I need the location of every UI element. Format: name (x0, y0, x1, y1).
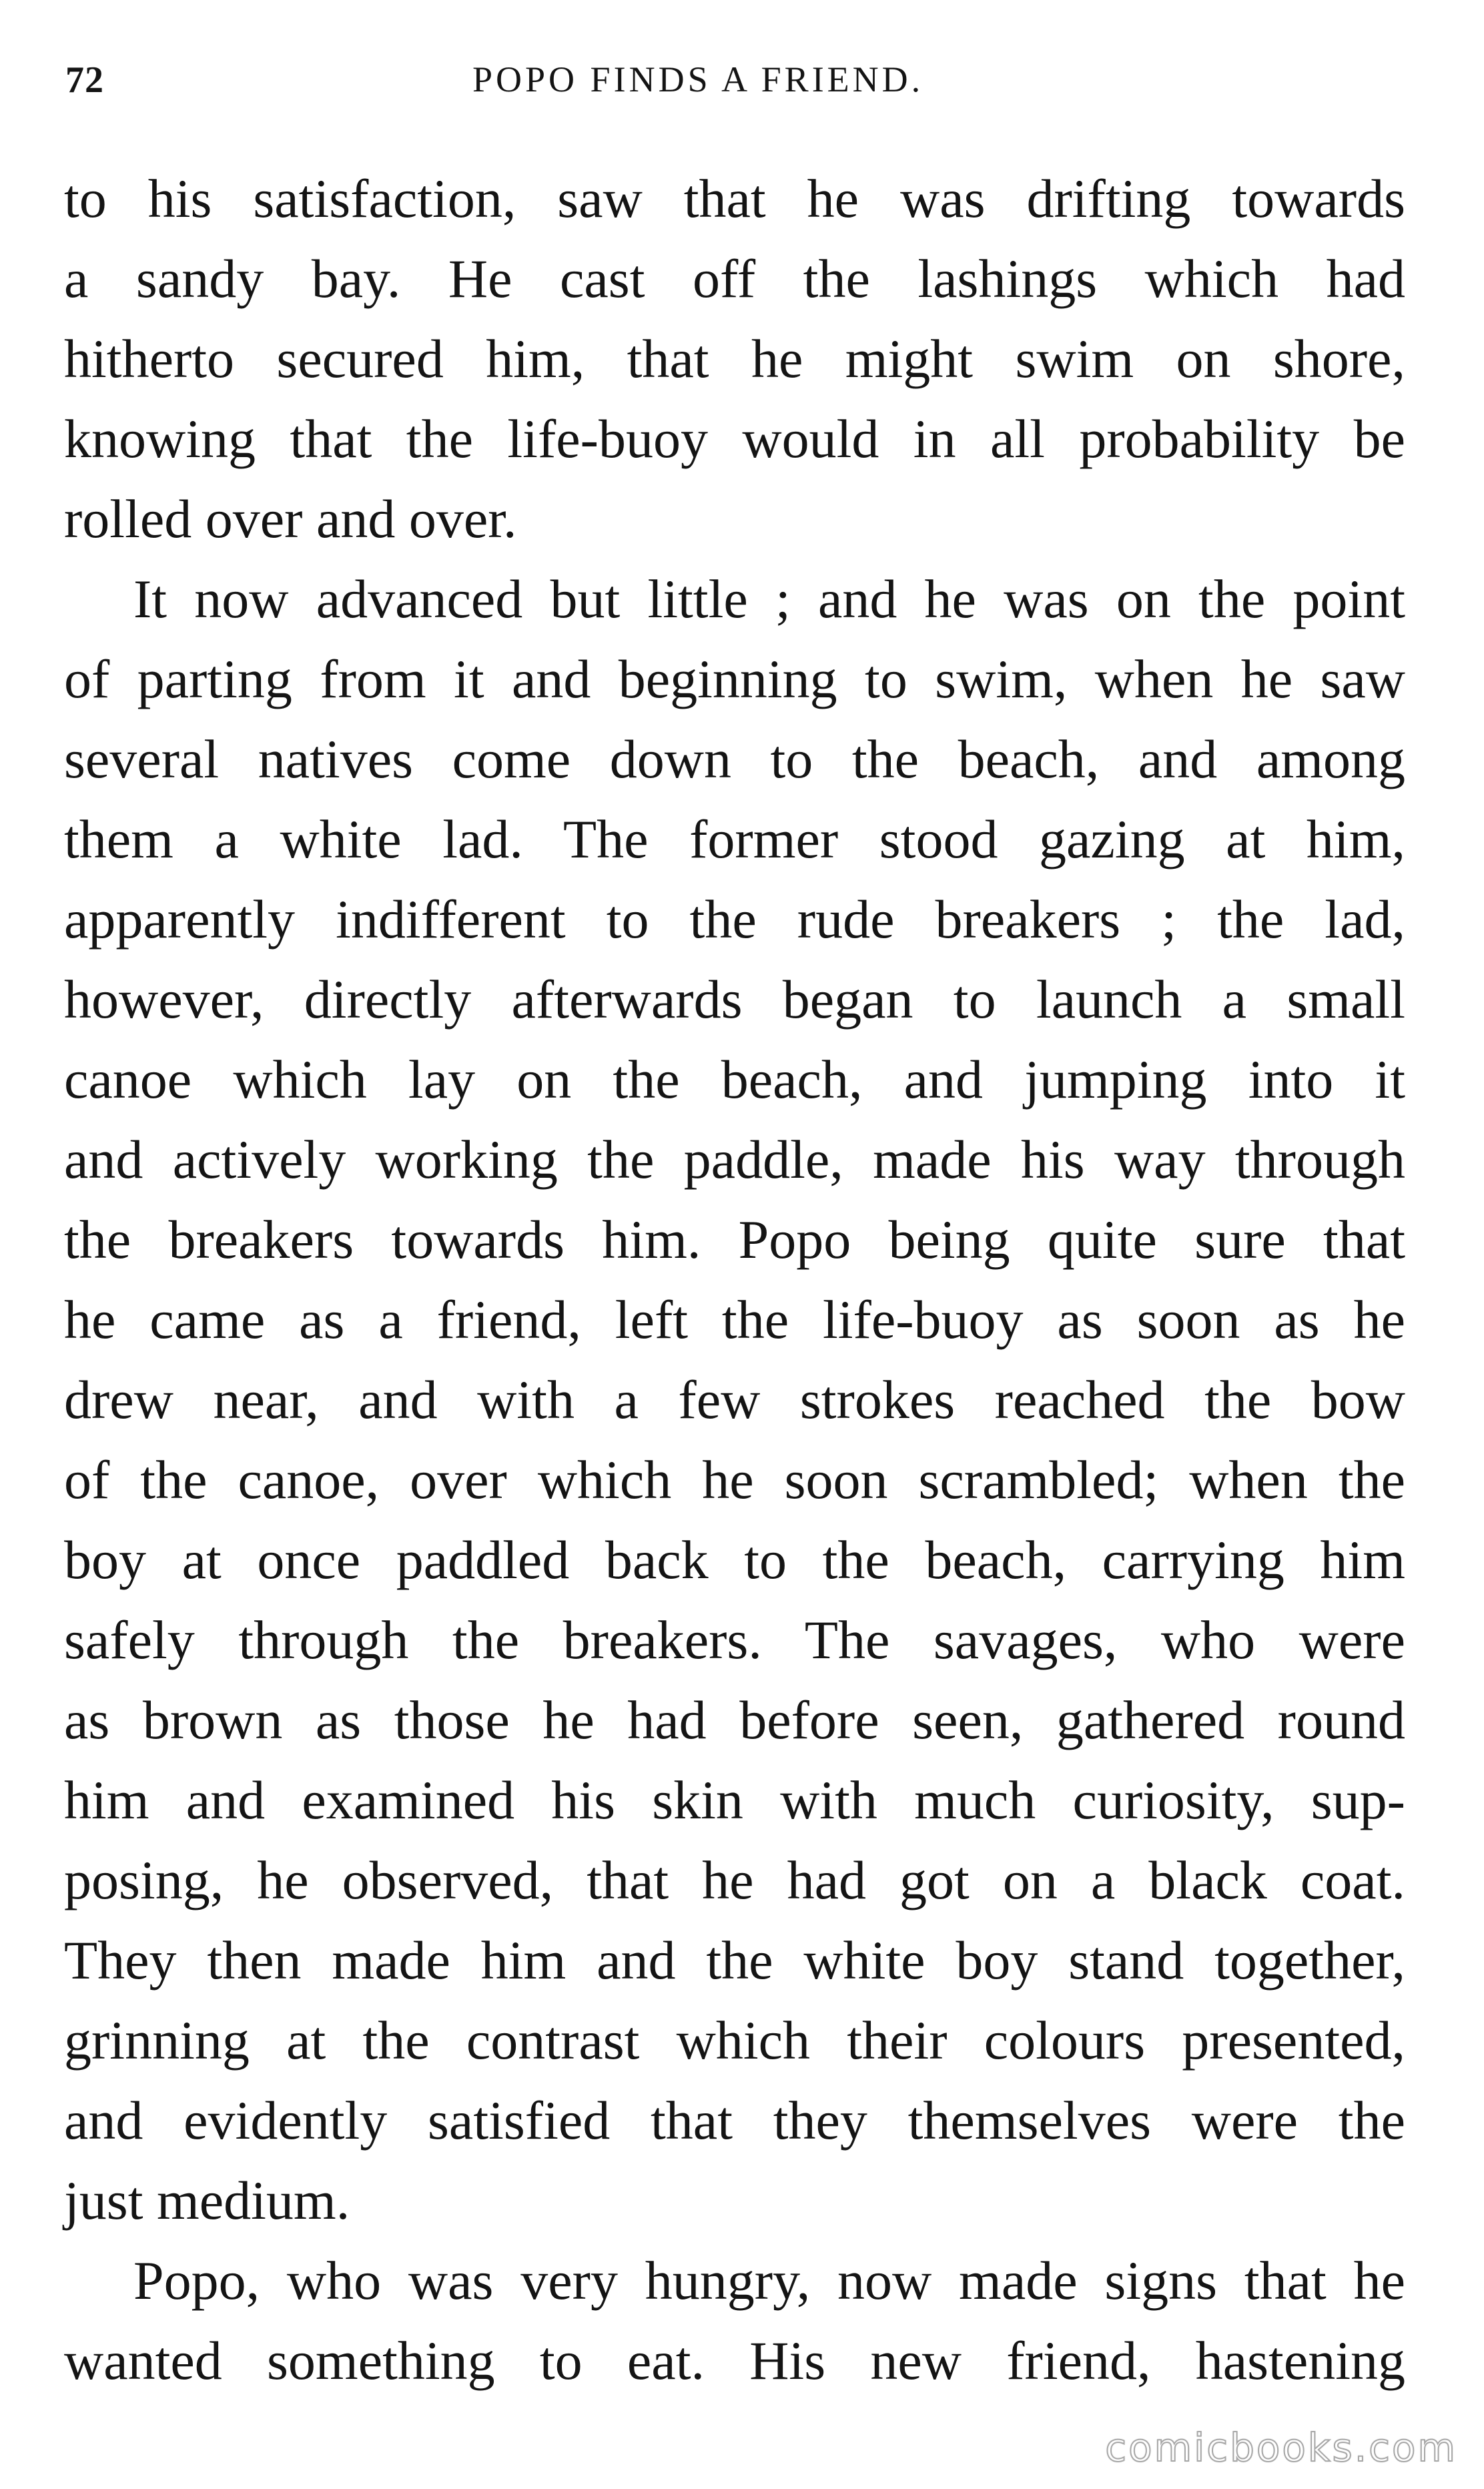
watermark: comicbooks.com (1105, 2425, 1457, 2470)
text-line: hitherto secured him, that he might swim on shore, (64, 328, 1405, 389)
text-line: and actively working the paddle, made his way through (64, 1129, 1405, 1190)
paragraph-2 (64, 559, 1405, 2241)
text-line: posing, he observed, that he had got on a black coat. (64, 1850, 1405, 1910)
paragraph-1 (64, 159, 1405, 559)
text-line: a sandy bay. He cast off the lashings which had (64, 248, 1405, 309)
text-line: rolled over and over. (64, 488, 517, 549)
text-line: knowing that the life-buoy would in all probability be (64, 408, 1405, 469)
text-line: as brown as those he had before seen, gathered round (64, 1690, 1405, 1750)
text-line: wanted something to eat. His new friend, hastening (64, 2330, 1405, 2391)
text-line: them a white lad. The former stood gazing at him, (64, 809, 1405, 869)
paragraph-3 (64, 2241, 1405, 2401)
text-line: They then made him and the white boy stand together, (64, 1930, 1405, 1991)
text-line: he came as a friend, left the life-buoy as soon as he (64, 1289, 1405, 1350)
text-line: just medium. (64, 2170, 350, 2231)
text-line: of the canoe, over which he soon scrambled; when the (64, 1449, 1405, 1510)
text-line: It now advanced but little ; and he was on the point (133, 569, 1405, 629)
text-line: and evidently satisfied that they themselves were the (64, 2090, 1405, 2151)
text-line: boy at once paddled back to the beach, carrying him (64, 1529, 1405, 1590)
running-head: POPO FINDS A FRIEND. (472, 59, 924, 99)
text-line: several natives come down to the beach, and among (64, 729, 1405, 789)
page-number: 72 (65, 59, 104, 101)
text-line: grinning at the contrast which their colours presented, (64, 2010, 1405, 2071)
text-line: the breakers towards him. Popo being quite sure that (64, 1209, 1405, 1270)
text-line: drew near, and with a few strokes reached the bow (64, 1369, 1405, 1430)
text-line: of parting from it and beginning to swim, when he saw (64, 649, 1405, 709)
text-line: safely through the breakers. The savages, who were (64, 1610, 1405, 1670)
body-text (64, 159, 1405, 2401)
text-line: canoe which lay on the beach, and jumping into it (64, 1049, 1405, 1110)
text-line: Popo, who was very hungry, now made signs that he (133, 2250, 1405, 2311)
page-header (65, 59, 1400, 119)
text-line: him and examined his skin with much curiosity, sup- (64, 1770, 1405, 1830)
text-line: to his satisfaction, saw that he was drifting towards (64, 168, 1405, 229)
text-line: however, directly afterwards began to launch a small (64, 969, 1405, 1030)
text-line: apparently indifferent to the rude breakers ; the lad, (64, 889, 1405, 950)
